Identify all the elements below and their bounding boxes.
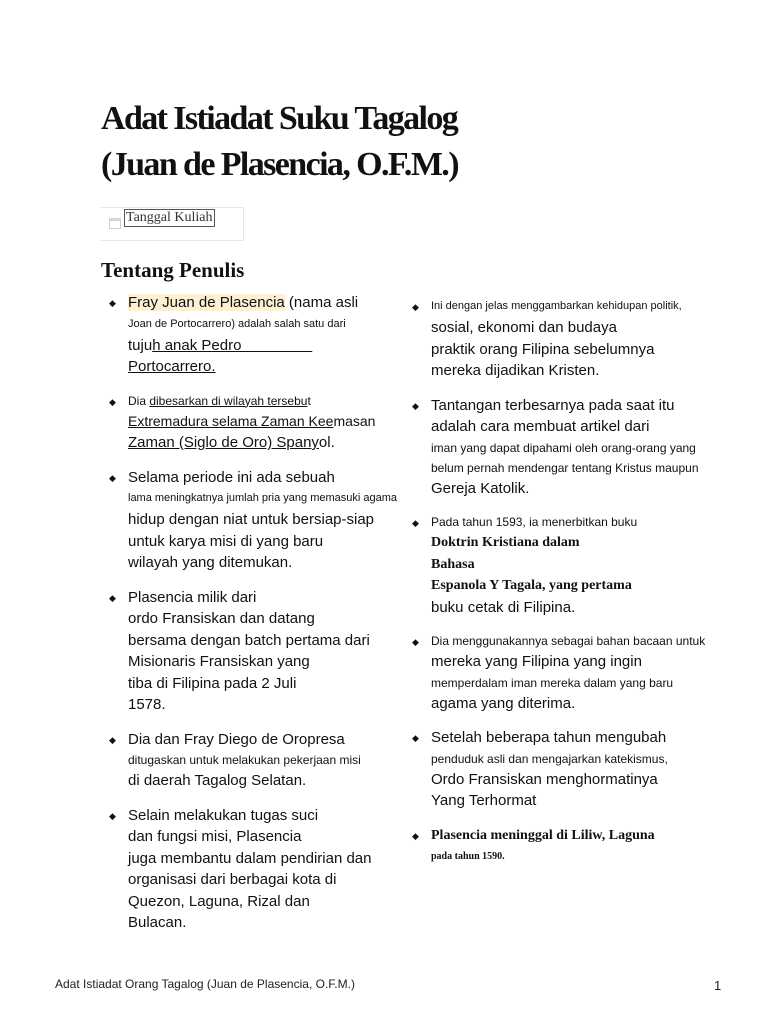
list-item-text: iman yang dapat dipahami oleh orang-orang yang [431, 440, 696, 455]
list-item-text: Bulacan. [128, 914, 187, 931]
list-item-text: lama meningkatnya jumlah pria yang memasuki agama [128, 492, 398, 504]
book-title: Bahasa [431, 556, 475, 572]
list-item-text: tiba di Filipina pada 2 Juli [128, 674, 297, 692]
list-item-text: belum pernah mendengar tentang Kristus maupun [431, 460, 699, 475]
book-title: Doktrin Kristiana dalam [431, 535, 580, 550]
list-item-text: ol. [318, 434, 335, 451]
calendar-icon [109, 218, 121, 229]
list-item [107, 467, 398, 574]
list-item-text: Misionaris Fransiskan yang [128, 653, 310, 670]
list-item-text: Extremadura selama Zaman Kee [128, 412, 334, 429]
list-item-text: Plasencia milik dari [128, 588, 257, 606]
list-item-text: di daerah Tagalog Selatan. [128, 772, 307, 789]
list-item-text: h anak Pedro [152, 336, 313, 354]
bullet-icon: ◆ [412, 400, 419, 411]
bullet-icon: ◆ [109, 298, 116, 308]
document-title [101, 96, 661, 188]
list-item-text: sosial, ekonomi dan budaya [431, 319, 617, 336]
page-number: 1 [714, 978, 722, 993]
list-item-text: Gereja Katolik. [431, 479, 530, 497]
bullet-icon: ◆ [109, 810, 116, 821]
list-item-text: juga membantu dalam pendirian dan [128, 849, 372, 867]
book-title: Espanola Y Tagala, yang pertama [431, 578, 632, 593]
author-highlight: Fray Juan de Plasencia [128, 294, 285, 311]
list-item [410, 825, 715, 869]
list-item-text: buku cetak di Filipina. [431, 598, 576, 616]
list-item-text: Selain melakukan tugas suci [128, 806, 319, 824]
bullet-icon: ◆ [109, 396, 116, 407]
title-line-1: Adat Istiadat Suku Tagalog [101, 100, 458, 137]
bullet-icon: ◆ [109, 472, 116, 483]
list-item [107, 729, 392, 792]
list-item-text: praktik orang Filipina sebelumnya [431, 340, 655, 358]
list-item-text: Dia dan Fray Diego de Oropresa [128, 730, 345, 748]
list-item-text: Ordo Fransiskan menghormatinya [431, 770, 658, 788]
list-item [107, 805, 392, 934]
list-item-text: pada tahun 1590. [431, 851, 505, 862]
list-item-text: dibesarkan di wilayah tersebu [149, 393, 308, 408]
bullet-icon: ◆ [412, 518, 419, 528]
list-item-text: Dia [128, 393, 150, 408]
list-item-text: adalah cara membuat artikel dari [431, 418, 650, 435]
list-item-text: wilayah yang ditemukan. [128, 554, 293, 571]
date-field-label: Tanggal Kuliah [126, 210, 213, 225]
list-item-text: Tantangan terbesarnya pada saat itu [431, 396, 675, 414]
list-item-text: hidup dengan niat untuk bersiap-siap [128, 511, 375, 528]
list-item [107, 391, 392, 454]
list-item-text: 1578. [128, 696, 166, 713]
list-item-text: Plasencia meninggal di Liliw, Laguna [431, 827, 655, 843]
list-item [410, 512, 715, 618]
list-item-text: agama yang diterima. [431, 694, 576, 712]
right-bullet-list [410, 296, 715, 881]
list-item-text: Setelah beberapa tahun mengubah [431, 729, 667, 746]
list-item-text: dan fungsi misi, Plasencia [128, 828, 302, 845]
title-line-2: (Juan de Plasencia, O.F.M.) [101, 146, 458, 183]
list-item-text: Yang Terhormat [431, 792, 537, 809]
list-item-text: organisasi dari berbagai kota di [128, 871, 337, 888]
list-item-text: Selama periode ini ada sebuah [128, 468, 335, 486]
bullet-icon: ◆ [412, 830, 419, 841]
list-item-text: (nama asli [284, 294, 359, 311]
list-item [410, 395, 715, 500]
list-item-text: bersama dengan batch pertama dari [128, 631, 370, 649]
list-item-text: Portocarrero. [128, 358, 216, 375]
bullet-icon: ◆ [412, 302, 419, 312]
left-bullet-list [107, 292, 398, 947]
list-item [410, 296, 715, 382]
bullet-icon: ◆ [109, 734, 116, 745]
section-heading: Tentang Penulis [101, 258, 245, 282]
list-item [107, 587, 392, 716]
list-item [410, 631, 715, 714]
list-item-text: untuk karya misi di yang baru [128, 532, 324, 550]
list-item [410, 727, 715, 812]
date-field[interactable] [101, 207, 244, 241]
list-item-text: Pada tahun 1593, ia menerbitkan buku [431, 515, 638, 529]
list-item-text: tuju [128, 336, 153, 354]
bullet-icon: ◆ [412, 637, 419, 647]
list-item-text: memperdalam iman mereka dalam yang baru [431, 675, 674, 690]
list-item-text: Zaman (Siglo de Oro) Spany [128, 434, 319, 451]
list-item-text: Dia menggunakannya sebagai bahan bacaan untuk [431, 634, 706, 648]
footer-title: Adat Istiadat Orang Tagalog (Juan de Plasencia, O.F.M.) [55, 977, 355, 991]
bullet-icon: ◆ [412, 733, 419, 743]
list-item [107, 292, 392, 378]
list-item-text: masan [333, 412, 376, 429]
bullet-icon: ◆ [109, 592, 116, 603]
list-item-text: mereka yang Filipina yang ingin [431, 653, 642, 670]
list-item-text: Ini dengan jelas menggambarkan kehidupan politik, [431, 300, 682, 312]
list-item-text: penduduk asli dan mengajarkan katekismus, [431, 751, 668, 766]
list-item-text: mereka dijadikan Kristen. [431, 362, 600, 379]
list-item-text: ditugaskan untuk melakukan pekerjaan misi [128, 753, 361, 767]
list-item-text: t [307, 393, 311, 408]
list-item-text: ordo Fransiskan dan datang [128, 610, 315, 627]
list-item-text: Joan de Portocarrero) adalah salah satu dari [128, 317, 346, 330]
list-item-text: Quezon, Laguna, Rizal dan [128, 892, 310, 910]
